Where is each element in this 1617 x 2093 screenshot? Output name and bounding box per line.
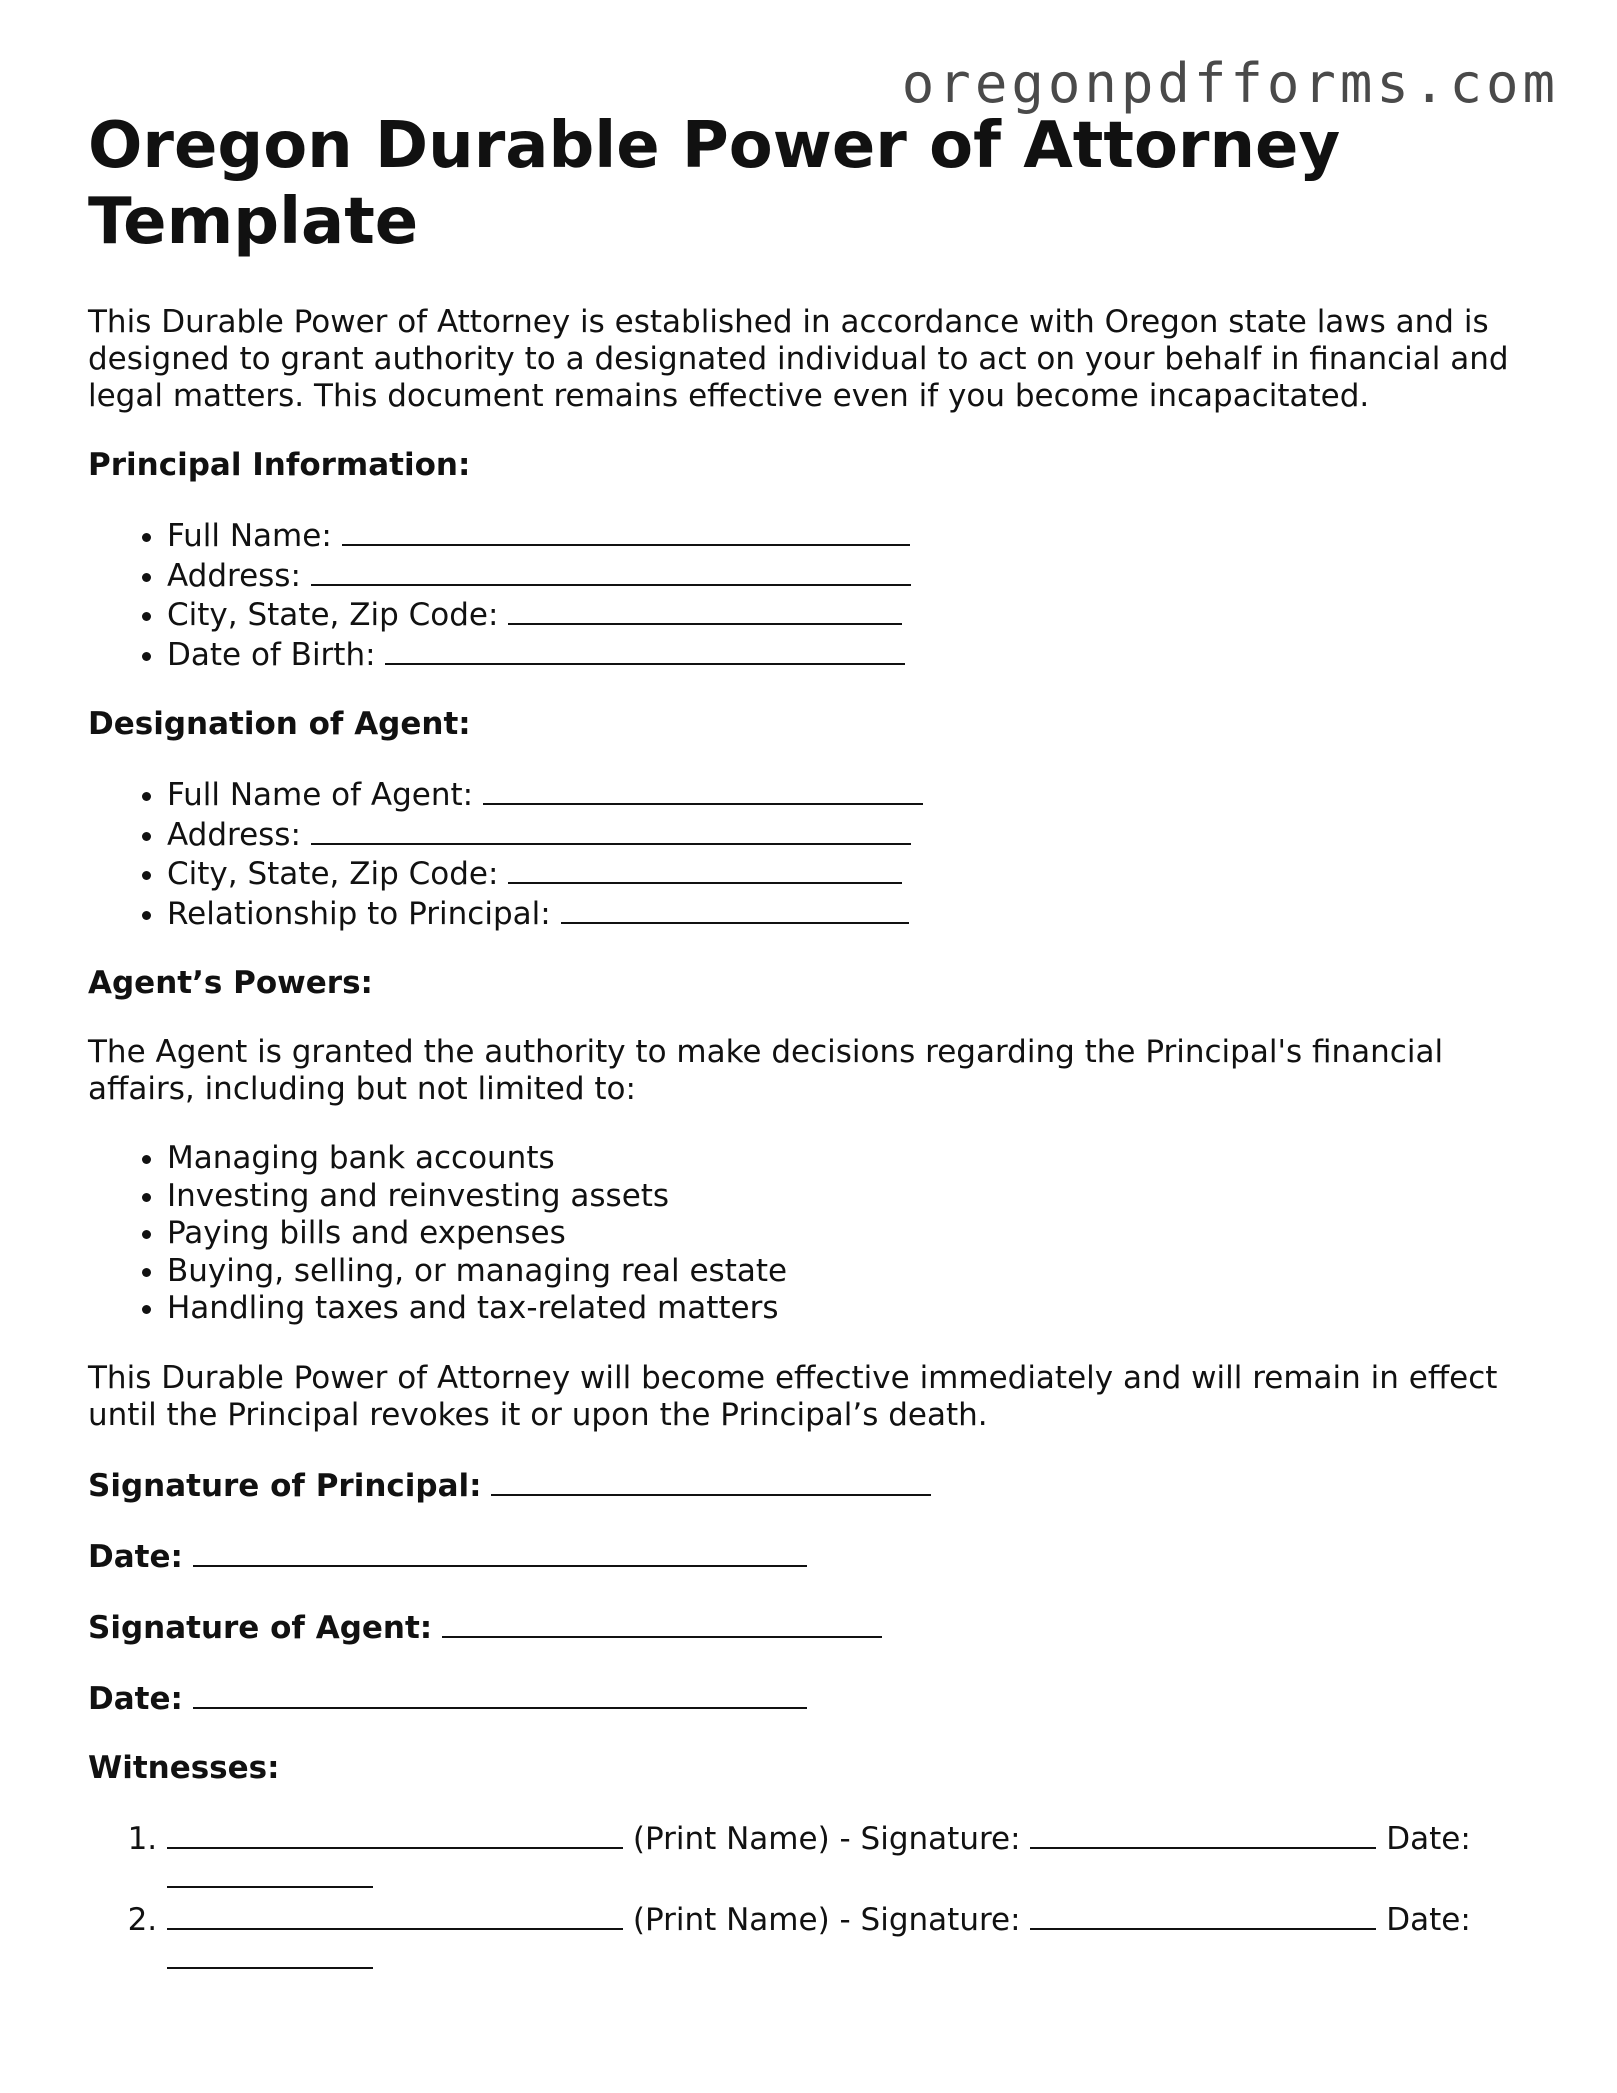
agent-date-line — [88, 1679, 1548, 1718]
powers-heading: Agent’s Powers: — [88, 965, 373, 1001]
date-label: Date: — [88, 1538, 183, 1575]
witness-entry — [167, 1900, 1548, 1979]
fill-line[interactable] — [491, 1466, 931, 1496]
powers-list — [88, 1140, 1548, 1328]
field-label: Date of Birth: — [167, 636, 376, 673]
document-title: Oregon Durable Power of Attorney Template — [88, 109, 1341, 259]
witness-entry — [167, 1819, 1548, 1898]
date-label: Date: — [1386, 1901, 1471, 1938]
document-page — [88, 108, 1548, 2011]
witnesses-heading: Witnesses: — [88, 1749, 280, 1786]
field-label: Full Name of Agent: — [167, 777, 474, 813]
principal-date-line — [88, 1537, 1548, 1576]
print-name-label: (Print Name) - Signature: — [632, 1901, 1021, 1938]
fill-line[interactable] — [311, 556, 911, 586]
agent-address-field — [167, 815, 1548, 855]
list-item: • Buying, selling, or managing real estate — [167, 1253, 1548, 1291]
fill-line[interactable] — [167, 1939, 373, 1969]
powers-paragraph: The Agent is granted the authority to make decisions regarding the Principal's financial affairs, including but not limited to: — [88, 1034, 1444, 1107]
field-label: Address: — [167, 816, 301, 853]
fill-line[interactable] — [167, 1900, 623, 1930]
list-item: • Handling taxes and tax-related matters — [167, 1290, 1548, 1328]
witnesses-list — [88, 1819, 1548, 1979]
date-label: Date: — [88, 1680, 183, 1717]
date-label: Date: — [1386, 1820, 1471, 1857]
principal-fields — [88, 516, 1548, 674]
field-label: Relationship to Principal: — [167, 895, 551, 932]
intro-paragraph: This Durable Power of Attorney is established in accordance with Oregon state laws and is designed to grant authority to a designated individual to act on your behalf in financial and legal matters. This document remains effective even if you become incapacitated. — [88, 304, 1509, 414]
list-item: • Managing bank accounts — [167, 1140, 1548, 1178]
principal-dob-field — [167, 635, 1548, 675]
signature-label: Signature of Principal: — [88, 1467, 482, 1504]
principal-signature-line — [88, 1466, 1548, 1505]
fill-line[interactable] — [311, 815, 911, 845]
agent-heading: Designation of Agent: — [88, 706, 471, 742]
print-name-label: (Print Name) - Signature: — [632, 1820, 1021, 1857]
field-label: Full Name: — [167, 518, 332, 554]
fill-line[interactable] — [342, 516, 910, 546]
fill-line[interactable] — [167, 1819, 623, 1849]
agent-full-name-field — [167, 775, 1548, 815]
signature-label: Signature of Agent: — [88, 1609, 433, 1646]
field-label: City, State, Zip Code: — [167, 856, 499, 892]
fill-line[interactable] — [385, 635, 905, 665]
fill-line[interactable] — [561, 894, 909, 924]
agent-city-field — [167, 854, 1548, 894]
agent-fields — [88, 775, 1548, 933]
fill-line[interactable] — [193, 1679, 807, 1709]
fill-line[interactable] — [1030, 1819, 1376, 1849]
principal-city-field — [167, 595, 1548, 635]
principal-full-name-field — [167, 516, 1548, 556]
field-label: Address: — [167, 557, 301, 594]
fill-line[interactable] — [1030, 1900, 1376, 1930]
list-item: • Paying bills and expenses — [167, 1215, 1548, 1253]
field-label: City, State, Zip Code: — [167, 597, 499, 633]
principal-heading: Principal Information: — [88, 447, 471, 483]
fill-line[interactable] — [193, 1537, 807, 1567]
list-item: • Investing and reinvesting assets — [167, 1178, 1548, 1216]
site-watermark: oregonpdfforms.com — [901, 52, 1559, 115]
fill-line[interactable] — [483, 775, 923, 805]
fill-line[interactable] — [508, 595, 902, 625]
fill-line[interactable] — [167, 1858, 373, 1888]
principal-address-field — [167, 556, 1548, 596]
effective-paragraph: This Durable Power of Attorney will become effective immediately and will remain in effect until the Principal revokes it or upon the Principal’s death. — [88, 1359, 1498, 1433]
agent-relationship-field — [167, 894, 1548, 934]
fill-line[interactable] — [508, 854, 902, 884]
agent-signature-line — [88, 1608, 1548, 1647]
fill-line[interactable] — [442, 1608, 882, 1638]
